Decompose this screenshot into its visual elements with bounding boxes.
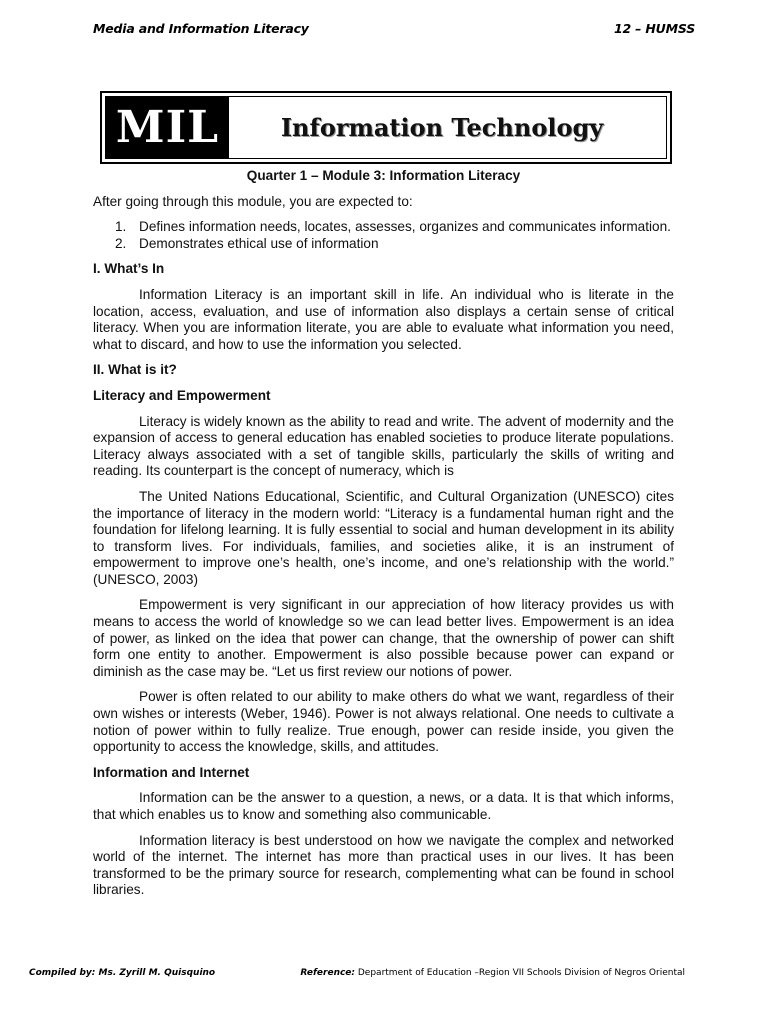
mil-logo: MIL [106,97,232,158]
paragraph: The United Nations Educational, Scientific, and Cultural Organization (UNESCO) cites the importance of literacy in the modern world: “Literacy is a fundamental human right and the foundation for lifelong learning. It is fully essential to social and human development in its ability to transform lives. For individuals, families, and societies alike, it is an instrument of empowerment to improve one’s health, one’s income, and one’s relationship with the world.” (UNESCO, 2003) [93,488,674,587]
footer-reference-text: Department of Education –Region VII Schools Division of Negros Oriental [355,968,685,978]
banner-title: Information Technology [280,113,604,142]
title-banner-frame [105,96,667,159]
section-heading-what-is-it: II. What is it? [93,362,177,378]
footer-compiler: Compiled by: Ms. Zyrill M. Quisquino [29,968,216,978]
paragraph: Empowerment is very significant in our appreciation of how literacy provides us with means to access the world of knowledge so we can lead better lives. Empowerment is an idea of power, as linked on the idea that power can change, that the ownership of power can shift form one entity to another. Empowerment is also possible because power can expand or diminish as the case may be. “Let us first review our notions of power. [93,597,674,679]
footer-reference-label: Reference: [300,968,356,978]
section-heading-whats-in: I. What’s In [93,261,165,277]
objectives-list [93,219,674,252]
list-item-text: Defines information needs, locates, assesses, organizes and communicates information. [139,219,671,235]
paragraph: Information literacy is best understood on how we navigate the complex and networked world of the internet. The internet has more than practical uses in our lives. It has been transformed to be the primary source for research, complementing what can be found in school libraries. [93,832,674,898]
intro-text: After going through this module, you are expected to: [93,193,413,209]
paragraph: Information Literacy is an important skill in life. An individual who is literate in the location, access, evaluation, and use of information also displays a certain sense of critical literacy. When you are information literate, you are able to evaluate what information you need, what to discard, and how to use the information you selected. [93,286,674,352]
footer-reference [300,968,685,978]
list-item-number: 1. [115,219,127,235]
document-body [93,166,674,908]
module-title: Quarter 1 – Module 3: Information Literacy [246,168,521,183]
list-item-number: 2. [115,235,127,251]
subheading-literacy-empowerment: Literacy and Empowerment [93,387,271,403]
subheading-information-internet: Information and Internet [93,764,250,780]
paragraph: Power is often related to our ability to make others do what we want, regardless of their own wishes or interests (Weber, 1946). Power is not always relational. One needs to cultivate a notion of power within to fully realize. True enough, power can reside inside, you given the opportunity to access the knowledge, skills, and attitudes. [93,689,674,755]
paragraph: Literacy is widely known as the ability to read and write. The advent of modernity and the expansion of access to general education has enabled societies to produce literate populations. Literacy always associated with a set of tangible skills, particularly the skills of writing and reading. Its counterpart is the concept of numeracy, which is [93,413,674,479]
list-item [93,236,674,253]
list-item-text: Demonstrates ethical use of information [139,235,379,251]
list-item [93,219,674,236]
running-header-subject: Media and Information Literacy [93,21,309,36]
paragraph: Information can be the answer to a question, a news, or a data. It is that which informs, that which enables us to know and something also communicable. [93,790,674,822]
running-header-grade: 12 – HUMSS [614,21,695,36]
title-banner [100,91,672,164]
